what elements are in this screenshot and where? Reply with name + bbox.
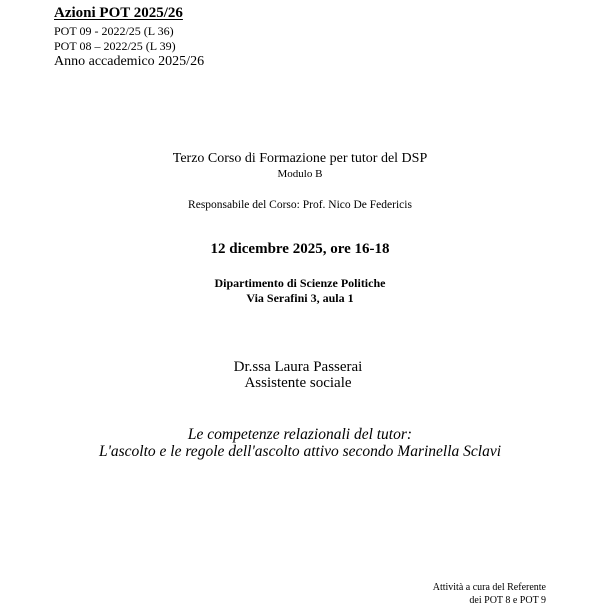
- header-pot09-line: POT 09 - 2022/25 (L 36): [54, 24, 174, 38]
- course-title: Terzo Corso di Formazione per tutor del DSP: [172, 151, 428, 166]
- header-pot08-line: POT 08 – 2022/25 (L 39): [54, 39, 176, 53]
- event-venue-department: Dipartimento di Scienze Politiche: [214, 276, 386, 290]
- speaker-role: Assistente sociale: [244, 375, 352, 391]
- course-module: Modulo B: [277, 168, 323, 180]
- footer-pot-line: dei POT 8 e POT 9: [469, 595, 546, 606]
- header-academic-year: Anno accademico 2025/26: [54, 54, 205, 69]
- topic-subtitle: L'ascolto e le regole dell'ascolto attivo secondo Marinella Sclavi: [98, 443, 502, 460]
- header-title: Azioni POT 2025/26: [54, 5, 183, 21]
- footer-credit-line: Attività a cura del Referente: [432, 582, 546, 593]
- event-date-time: 12 dicembre 2025, ore 16-18: [210, 241, 390, 257]
- speaker-name: Dr.ssa Laura Passerai: [233, 359, 363, 375]
- event-venue-address: Via Serafini 3, aula 1: [246, 291, 354, 305]
- topic-title: Le competenze relazionali del tutor:: [187, 426, 413, 443]
- course-responsible: Responsabile del Corso: Prof. Nico De Federicis: [188, 199, 412, 211]
